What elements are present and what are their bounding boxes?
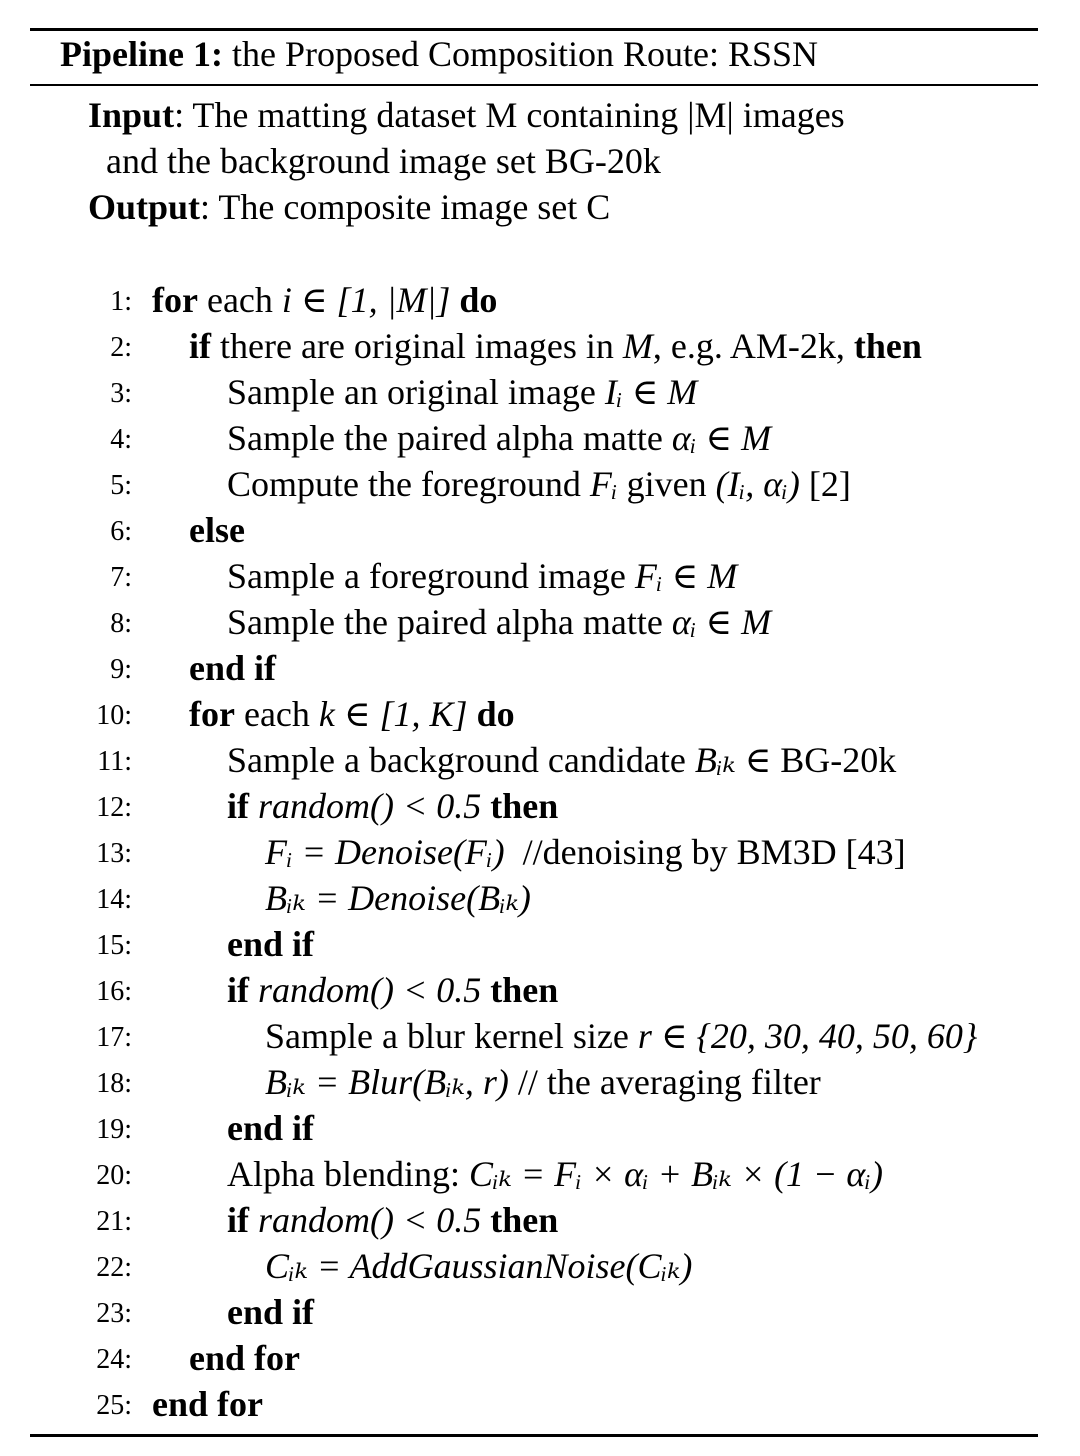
math-expr: r ∈ {20, 30, 40, 50, 60} bbox=[637, 1016, 978, 1056]
line-number: 17: bbox=[96, 1022, 132, 1053]
math-expr: Fᵢ bbox=[589, 464, 618, 504]
line-number: 5: bbox=[110, 470, 132, 501]
math-expr: Fᵢ = Denoise(Fᵢ) bbox=[265, 832, 505, 872]
math-expr: Bᵢₖ = Blur(Bᵢₖ, r) bbox=[265, 1062, 509, 1102]
algo-line-19 bbox=[0, 1105, 1080, 1151]
algo-line-9 bbox=[0, 645, 1080, 691]
algo-line-6 bbox=[0, 507, 1080, 553]
keyword-if: if bbox=[227, 786, 249, 826]
line-number: 22: bbox=[96, 1252, 132, 1283]
math-expr: Cᵢₖ = AddGaussianNoise(Cᵢₖ) bbox=[265, 1246, 693, 1286]
line-number: 12: bbox=[96, 792, 132, 823]
input-line-2 bbox=[106, 138, 661, 184]
comment: //denoising by BM3D [43] bbox=[504, 832, 906, 872]
keyword-then: then bbox=[490, 970, 559, 1010]
pipeline-title-text: the Proposed Composition Route: RSSN bbox=[231, 34, 819, 74]
line-number: 20: bbox=[96, 1160, 132, 1191]
line-number: 8: bbox=[110, 608, 132, 639]
algo-line-15 bbox=[0, 921, 1080, 967]
algo-line-3: 3: Sample an original image Iᵢ ∈ M bbox=[0, 369, 1080, 415]
line-number: 4: bbox=[110, 424, 132, 455]
keyword-for: for bbox=[189, 694, 235, 734]
math-expr: k ∈ [1, K] bbox=[318, 694, 468, 734]
algo-line-8: 8: Sample the paired alpha matte αᵢ ∈ M bbox=[0, 599, 1080, 645]
algo-line-22 bbox=[0, 1243, 1080, 1289]
keyword-end-if: end if bbox=[227, 1292, 315, 1332]
math-expr: (Iᵢ, αᵢ) bbox=[715, 464, 800, 504]
math-expr: Fᵢ ∈ M bbox=[634, 556, 738, 596]
math-expr: Bᵢₖ ∈ bbox=[694, 740, 772, 780]
line-number: 11: bbox=[97, 746, 132, 777]
line-number: 9: bbox=[110, 654, 132, 685]
line-number: 6: bbox=[110, 516, 132, 547]
algo-line-17: 17: Sample a blur kernel size r ∈ {20, 30, 40, 50, 60} bbox=[0, 1013, 1080, 1059]
keyword-end-for: end for bbox=[152, 1384, 263, 1424]
algo-line-20: 20: Alpha blending: Cᵢₖ = Fᵢ × αᵢ + Bᵢₖ × (1 − αᵢ) bbox=[0, 1151, 1080, 1197]
keyword-else: else bbox=[189, 510, 245, 550]
math-expr: αᵢ ∈ M bbox=[671, 418, 772, 458]
keyword-end-for: end for bbox=[189, 1338, 300, 1378]
line-number: 21: bbox=[96, 1206, 132, 1237]
line-number: 25: bbox=[96, 1390, 132, 1421]
math-expr: random() < 0.5 bbox=[258, 1200, 482, 1240]
algo-line-24 bbox=[0, 1335, 1080, 1381]
line-number: 14: bbox=[96, 884, 132, 915]
pipeline-title bbox=[60, 32, 818, 76]
algo-line-11: 11: Sample a background candidate Bᵢₖ ∈ BG-20k bbox=[0, 737, 1080, 783]
algo-line-16 bbox=[0, 967, 1080, 1013]
line-number: 23: bbox=[96, 1298, 132, 1329]
keyword-end-if: end if bbox=[227, 1108, 315, 1148]
line-number: 2: bbox=[110, 332, 132, 363]
math-expr: random() < 0.5 bbox=[258, 970, 482, 1010]
keyword-then: then bbox=[490, 1200, 559, 1240]
algo-line-12 bbox=[0, 783, 1080, 829]
line-number: 10: bbox=[96, 700, 132, 731]
input-text-1: : The matting dataset M containing |M| images bbox=[174, 95, 845, 135]
algo-line-13 bbox=[0, 829, 1080, 875]
math-expr: i ∈ [1, |M|] bbox=[281, 280, 451, 320]
top-rule bbox=[30, 28, 1038, 31]
algo-line-21 bbox=[0, 1197, 1080, 1243]
algo-line-10: 10: for each k ∈ [1, K] do bbox=[0, 691, 1080, 737]
keyword-for: for bbox=[152, 280, 198, 320]
algo-line-2: 2: if there are original images in M, e.g. AM-2k, then bbox=[0, 323, 1080, 369]
algo-line-1: 1: for each i ∈ [1, |M|] do bbox=[0, 277, 1080, 323]
algo-line-4: 4: Sample the paired alpha matte αᵢ ∈ M bbox=[0, 415, 1080, 461]
algo-line-5: 5: Compute the foreground Fᵢ given (Iᵢ, αᵢ) [2] bbox=[0, 461, 1080, 507]
header-rule bbox=[30, 84, 1038, 86]
math-expr: Cᵢₖ = Fᵢ × αᵢ + Bᵢₖ × (1 − αᵢ) bbox=[468, 1154, 883, 1194]
line-number: 16: bbox=[96, 976, 132, 1007]
keyword-then: then bbox=[490, 786, 559, 826]
algo-line-7: 7: Sample a foreground image Fᵢ ∈ M bbox=[0, 553, 1080, 599]
math-expr: Bᵢₖ = Denoise(Bᵢₖ) bbox=[265, 878, 531, 918]
keyword-if: if bbox=[227, 1200, 249, 1240]
keyword-do: do bbox=[459, 280, 498, 320]
pipeline-title-label: Pipeline 1: bbox=[60, 34, 223, 74]
keyword-if: if bbox=[227, 970, 249, 1010]
output-line bbox=[88, 184, 610, 230]
algo-line-23 bbox=[0, 1289, 1080, 1335]
math-expr: random() < 0.5 bbox=[258, 786, 482, 826]
algo-line-14 bbox=[0, 875, 1080, 921]
keyword-do: do bbox=[476, 694, 515, 734]
bottom-rule bbox=[30, 1434, 1038, 1437]
keyword-end-if: end if bbox=[227, 924, 315, 964]
output-label: Output bbox=[88, 187, 201, 227]
line-number: 13: bbox=[96, 838, 132, 869]
line-number: 19: bbox=[96, 1114, 132, 1145]
line-number: 7: bbox=[110, 562, 132, 593]
comment: // the averaging filter bbox=[508, 1062, 821, 1102]
math-expr: Iᵢ ∈ M bbox=[604, 372, 698, 412]
line-number: 18: bbox=[96, 1068, 132, 1099]
input-line-1 bbox=[88, 92, 845, 138]
output-text: : The composite image set C bbox=[200, 187, 611, 227]
keyword-then: then bbox=[853, 326, 922, 366]
input-text-2: and the background image set BG-20k bbox=[106, 141, 661, 181]
line-number: 24: bbox=[96, 1344, 132, 1375]
keyword-if: if bbox=[189, 326, 211, 366]
input-label: Input bbox=[88, 95, 175, 135]
line-number: 15: bbox=[96, 930, 132, 961]
keyword-end-if: end if bbox=[189, 648, 277, 688]
line-number: 1: bbox=[110, 286, 132, 317]
math-expr: M bbox=[622, 326, 653, 366]
algo-line-18 bbox=[0, 1059, 1080, 1105]
algo-line-25 bbox=[0, 1381, 1080, 1427]
math-expr: αᵢ ∈ M bbox=[671, 602, 772, 642]
line-number: 3: bbox=[110, 378, 132, 409]
